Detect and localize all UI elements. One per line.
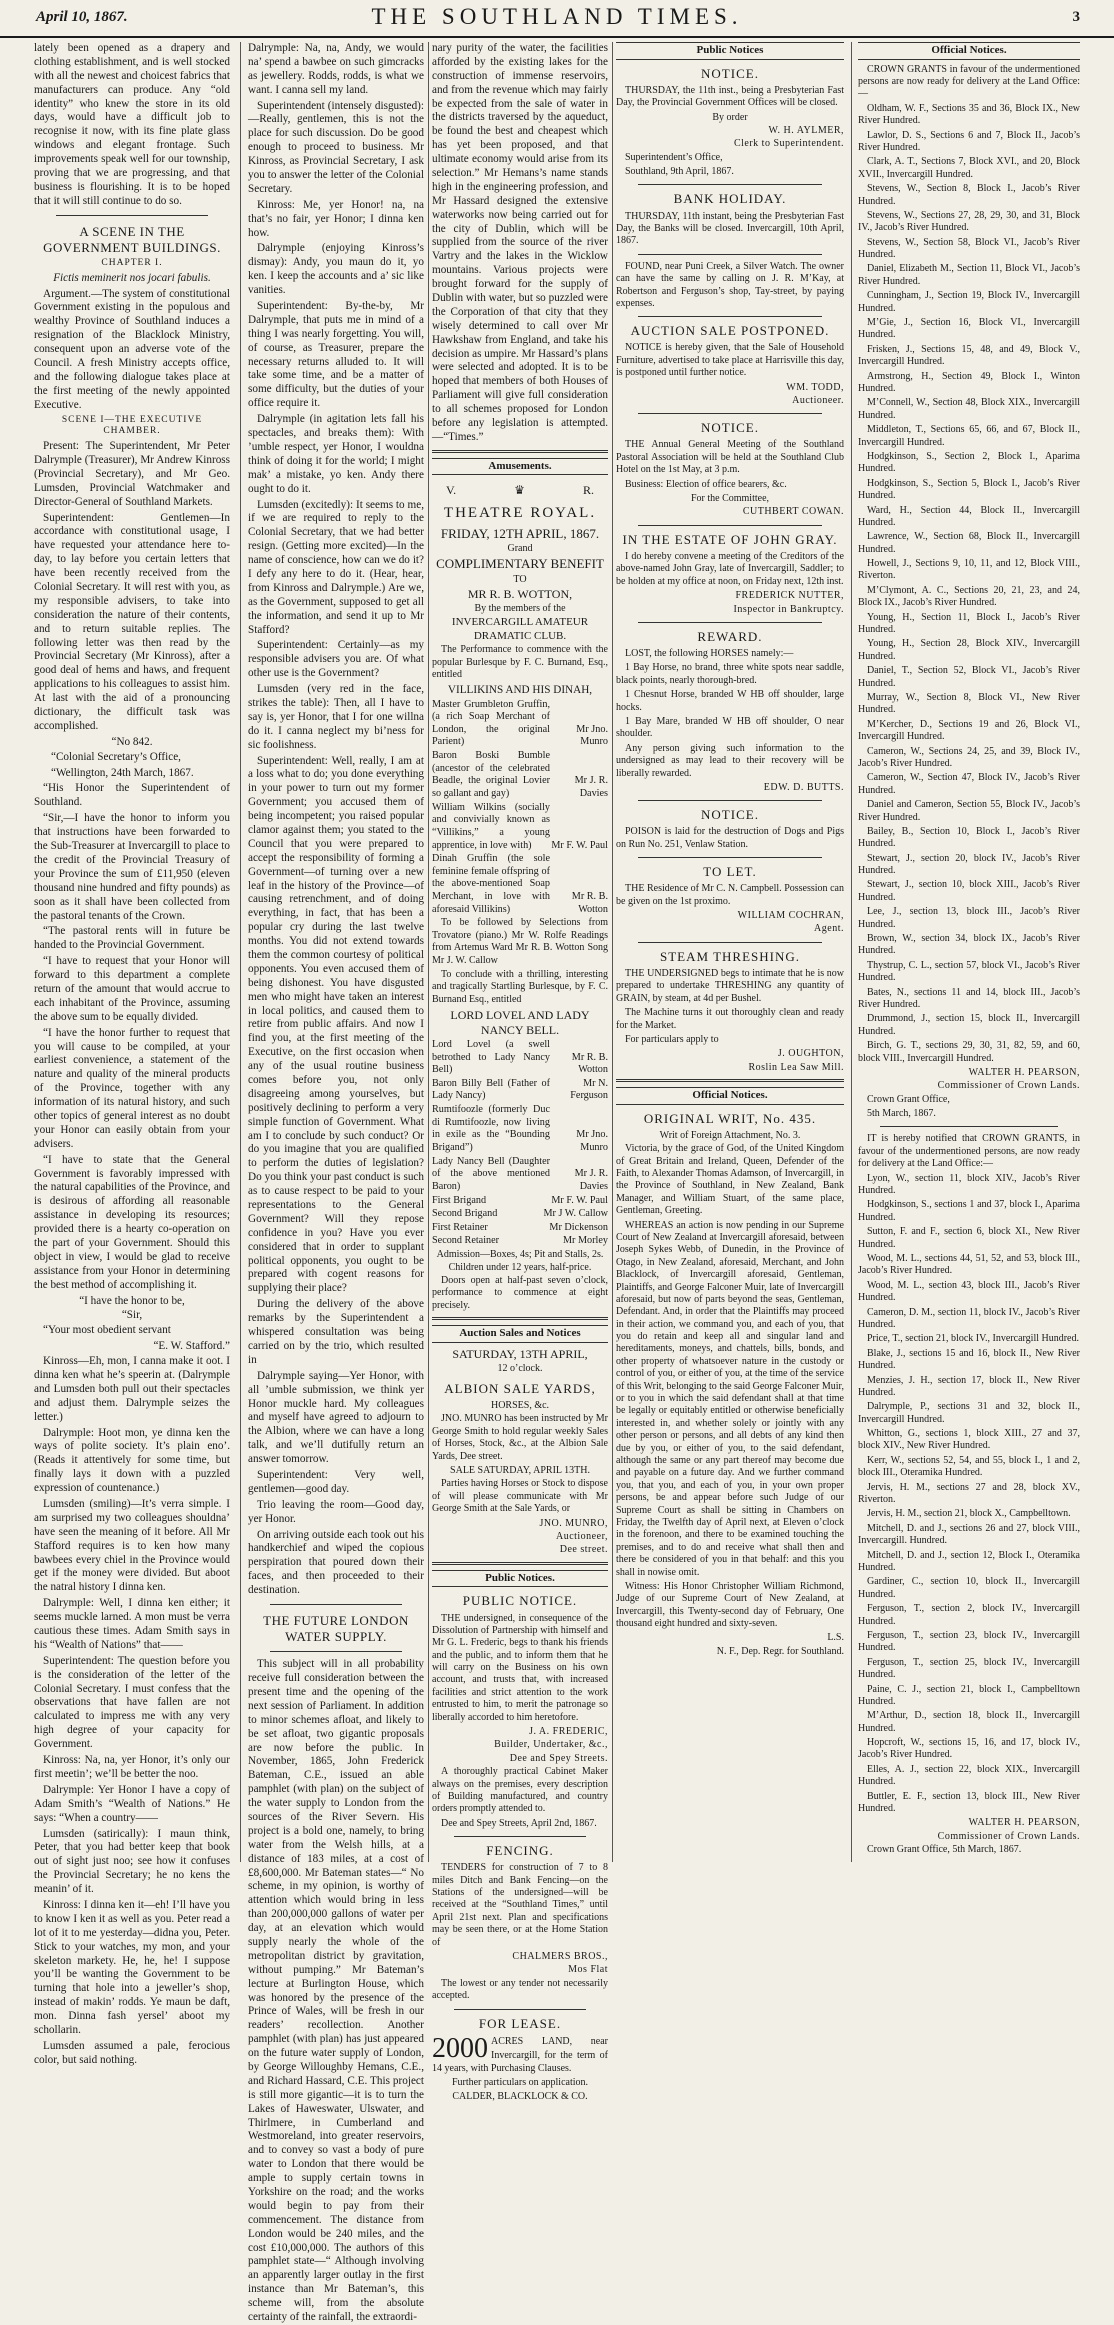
divider	[432, 1562, 608, 1565]
notice-heading: NOTICE.	[701, 420, 759, 436]
signature-address: Dee and Spey Streets.	[509, 1752, 608, 1764]
letter-paragraph: “I have the honor further to request that you will cause to be compiled, at your earliest convenience, a statement of the nature and quality of the mineral products of the Province, together with any information of its natural history, and such other topics of general interest as no doubt your Honor can easily obtain from your advisers.	[34, 1026, 230, 1150]
club-name: INVERCARGILL AMATEUR DRAMATIC CLUB.	[451, 616, 589, 642]
notice-body: IT is hereby notified that CROWN GRANTS, in favour of the undermentioned persons, are now ready for delivery at the Land Office:—	[858, 1133, 1080, 1170]
crest-icon: ♛	[514, 483, 525, 498]
section-header-auction: Auction Sales and Notices	[432, 1325, 608, 1343]
grant-entry: Jervis, H. M., sections 27 and 28, block XV., Riverton.	[858, 1481, 1080, 1506]
grant-entry: Elles, A. J., section 22, block XIX., Invercargill Hundred.	[858, 1763, 1080, 1788]
section-header-official: Official Notices.	[616, 1087, 844, 1105]
notice-heading: NOTICE.	[701, 807, 759, 823]
notice-body: LOST, the following HORSES namely:—	[625, 648, 794, 659]
grant-entry: Ferguson, T., section 23, block IV., Invercargill Hundred.	[858, 1629, 1080, 1654]
notice-body: TENDERS for construction of 7 to 8 miles Ditch and Bank Fencing—on the Stations of the undersigned—will be received at the “Southland Times,” until April 21st next. Plan and specifications may be seen there, or at the Home Station of	[432, 1862, 608, 1948]
dialogue: During the delivery of the above remarks by the Superintendent a whispered consultation was being carried on by the trio, which resulted in	[248, 1298, 424, 1366]
letter-place: “Wellington, 24th March, 1867.	[51, 766, 194, 779]
sale-date: SATURDAY, 13TH APRIL,	[452, 1346, 588, 1361]
dialogue: Dalrymple (enjoying Kinross’s dismay): Andy, you maun do it, yo ken. I keep the accounts and a’ sic like vanities.	[248, 242, 424, 297]
divider	[270, 1651, 402, 1652]
grant-entry: Cameron, W., Sections 24, 25, and 39, Block IV., Jacob’s River Hundred.	[858, 745, 1080, 769]
dialogue: Dalrymple saying—Yer Honor, with all ’umble submission, we think yer Honor muckle hard. My colleagues and myself have agreed to adjourn to the Albion, where we can have a long talk, and we’ll dutifully return an answer tomorrow.	[248, 1369, 424, 1466]
performance-intro: The Performance to commence with the popular Burlesque by F. C. Burnand, Esq., entitled	[432, 644, 608, 681]
notice-body: THE Residence of Mr C. N. Campbell. Possession can be given on the 1st proximo.	[616, 883, 844, 907]
cast-row	[432, 1195, 608, 1208]
dialogue: Lumsden (satirically): I maun think, Peter, that you had better keep that book out of sight just noo; see how it confuses the Provincial Secretary; he no kens the meanin’ of it.	[34, 1827, 230, 1896]
grant-entry: Gardiner, C., section 10, block II., Invercargill Hundred.	[858, 1576, 1080, 1600]
dialogue: Dalrymple: Na, na, Andy, we would na’ spend a bawbee on such gimcracks as jewellery. Rodds, rodds, is what we want. I canna sell my land.	[248, 42, 424, 96]
signature-address: Roslin Lea Saw Mill.	[748, 1061, 844, 1073]
notice-body: A thoroughly practical Cabinet Maker always on the premises, every description of Building manufactured, and country orders promptly attended to.	[432, 1766, 608, 1815]
grant-entry: Bailey, B., Section 10, Block I., Jacob’s River Hundred.	[858, 825, 1080, 850]
column-rule	[428, 42, 429, 1862]
dialogue: Superintendent: Very well, gentlemen—good day.	[248, 1468, 424, 1495]
cast-role: First Retainer	[432, 1221, 488, 1233]
writ-preamble: Victoria, by the grace of God, of the United Kingdom of Great Britain and Ireland, Queen, Defender of the Faith, to Alexander Thomas Adamson, of Invercargill, in the Province of Southland, in New Zealand, Bank Manager, and William Stuart, of the same place, Gentleman, Greeting.	[616, 1143, 844, 1217]
notice-body: THE Annual General Meeting of the Southland Pastoral Association will be held at the Southland Club Hotel on the 1st May, at 3 p.m.	[616, 439, 844, 476]
divider	[616, 1079, 844, 1082]
grant-entry: Hodgkinson, S., sections 1 and 37, block I., Aparima Hundred.	[858, 1199, 1080, 1223]
theatre-title: THEATRE ROYAL.	[443, 505, 597, 522]
notice-heading: NOTICE.	[701, 65, 759, 81]
notice-body: THURSDAY, the 11th inst., being a Presbyterian Fast Day, the Provincial Government Offices will be closed.	[616, 84, 844, 109]
column-1	[34, 42, 230, 2066]
office-line: Superintendent’s Office,	[625, 151, 723, 163]
divider	[432, 1317, 608, 1320]
cast-role: Dinah Gruffin (the sole feminine female offspring of the above-mentioned Soap Merchant, in love with aforesaid Villikins)	[432, 853, 550, 915]
grant-entry: M’Arthur, D., section 18, block II., Invercargill Hundred.	[858, 1710, 1080, 1734]
grant-entry: Hodgkinson, S., Section 5, Block I., Jacob’s River Hundred.	[858, 477, 1080, 502]
signature: W. H. AYLMER,	[768, 124, 844, 136]
divider	[454, 1836, 586, 1837]
grant-entry: Daniel and Cameron, Section 55, Block IV., Jacob’s River Hundred.	[858, 799, 1080, 823]
signature-title: Auctioneer.	[792, 394, 844, 406]
dialogue: Lumsden (smiling)—It’s verra simple. I am surprised my two colleagues shouldna’ have seen the meaning of it before. All Mr Stafford requires is to ken how many bawbees every chiel in the Province would get if the money were divided. But aboot the natral history I dinna ken.	[34, 1498, 230, 1594]
column-3	[432, 42, 608, 2102]
grant-entry: Thystrup, C. L., section 57, block VI., Jacob’s River Hundred.	[858, 959, 1080, 984]
signature: JNO. MUNRO,	[539, 1517, 608, 1529]
notice-date: Dee and Spey Streets, April 2nd, 1867.	[441, 1817, 597, 1829]
cast-actor: Mr Morley	[563, 1235, 608, 1247]
letter-closing: “Your most obedient servant	[43, 1324, 171, 1337]
section-header-public: Public Notices.	[432, 1570, 608, 1588]
seal-label: L.S.	[827, 1632, 844, 1644]
dialogue: Kinross—Eh, mon, I canna make it oot. I dinna ken what he’s speerin at. (Dalrymple and Lumsden both pull out their spectacles and adjust them. Dalrymple seizes the letter.)	[34, 1355, 230, 1423]
signature-title: Auctioneer,	[555, 1530, 608, 1542]
notice-body: CROWN GRANTS in favour of the undermentioned persons are now ready for delivery at the Land Office:—	[858, 63, 1080, 100]
lease-text: ACRES LAND, near Invercargill, for the term of 14 years, with Purchasing Clauses.	[432, 2035, 608, 2075]
divider	[638, 316, 822, 317]
signature-title: Commissioner of Crown Lands.	[937, 1080, 1080, 1092]
grant-entry: Lyon, W., section 11, block XIV., Jacob’s River Hundred.	[858, 1172, 1080, 1197]
section-header-amusements: Amusements.	[432, 458, 608, 476]
notice-heading: BANK HOLIDAY.	[673, 191, 787, 207]
grant-entry: M’Kercher, D., Sections 19 and 26, Block VI., Invercargill Hundred.	[858, 718, 1080, 743]
grant-entry: Mitchell, D. and J., sections 26 and 27, block VIII., Invercargill. Hundred.	[858, 1522, 1080, 1547]
signature: WALTER H. PEARSON,	[968, 1817, 1080, 1829]
grant-entry: Hodgkinson, S., Section 2, Block I., Aparima Hundred.	[858, 450, 1080, 475]
grant-entry: Sutton, F. and F., section 6, block XI., New River Hundred.	[858, 1226, 1080, 1250]
cast-row	[432, 802, 608, 853]
for-committee: For the Committee,	[690, 493, 770, 505]
cast-role: First Brigand	[432, 1194, 487, 1206]
writ-subtitle: Writ of Foreign Attachment, No. 3.	[659, 1129, 801, 1141]
grant-entry: Daniel, Elizabeth M., Section 11, Block VI., Jacob’s River Hundred.	[858, 263, 1080, 287]
issue-date: April 10, 1867.	[36, 9, 128, 25]
cast-row	[432, 750, 608, 801]
grant-entry: Daniel, T., Section 52, Block VI., Jacob’s River Hundred.	[858, 665, 1080, 689]
sale-notice: JNO. MUNRO has been instructed by Mr George Smith to hold regular weekly Sales of Horses, Stock, &c., at the Albion Sale Yards, Dee street.	[432, 1413, 608, 1462]
signature: CHALMERS BROS.,	[512, 1950, 608, 1962]
grant-entry: Stewart, J., section 10, block XIII., Jacob’s River Hundred.	[858, 879, 1080, 903]
lease-acreage: 2000	[432, 2032, 488, 2064]
cipher-r: R.	[582, 483, 594, 498]
benefit-title: COMPLIMENTARY BENEFIT	[436, 556, 604, 572]
grant-entry: Middleton, T., Sections 65, 66, and 67, Block II., Invercargill Hundred.	[858, 424, 1080, 448]
cast-actor: Mr F. W. Paul	[551, 1194, 608, 1206]
signature-address: Mos Flat	[568, 1964, 608, 1976]
cast-role: Master Grumbleton Gruffin, (a rich Soap Merchant of London, the original Parient)	[432, 698, 550, 748]
cast-list	[432, 699, 608, 917]
notice-heading: AUCTION SALE POSTPONED.	[630, 323, 830, 339]
cipher-v: V.	[446, 483, 457, 498]
notice-body: FOUND, near Puni Creek, a Silver Watch. The owner can have the same by calling on J. R. M’Kay, at Robertson and Ferguson’s shop, Tay-street, by paying expenses.	[616, 260, 844, 309]
notice-body: NOTICE is hereby given, that the Sale of Household Furniture, advertised to take place at Harrisville this day, is postponed until further notice.	[616, 342, 844, 379]
notice-body: Further particulars on application.	[451, 2077, 589, 2089]
dialogue: Superintendent: The question before you is the consideration of the letter of the Colonial Secretary. I must confess that the observations that have fallen are not calculated to impress me with any very high degree of your capacity for Government.	[34, 1654, 230, 1751]
grant-entry: M’Connell, W., Section 48, Block XIX., Invercargill Hundred.	[858, 397, 1080, 421]
grant-entry: Ferguson, T., section 25, block IV., Invercargill Hundred.	[858, 1656, 1080, 1681]
letter-paragraph: “I have to request that your Honor will forward to this department a complete return of the amount that would accrue to each inhabitant of the Province, assuming the above sum to be equally divided.	[34, 955, 230, 1023]
notice-body: THE UNDERSIGNED begs to intimate that he is now prepared to undertake THRESHING any quantity of GRAIN, by steam, at 4d per Bushel.	[616, 967, 844, 1004]
cast-actor: Mr J. R. Davies	[574, 775, 608, 799]
grant-entry: Ferguson, T., section 2, block IV., Invercargill Hundred.	[858, 1603, 1080, 1627]
date-line: Crown Grant Office, 5th March, 1867.	[867, 1844, 1022, 1856]
notice-heading: FENCING.	[486, 1843, 554, 1859]
divider	[638, 525, 822, 526]
cast-role: William Wilkins (socially and convivially known as “Villikins,” a young apprentice, in love with)	[432, 801, 550, 851]
dialogue: On arriving outside each took out his handkerchief and wiped the copious perspiration that poured down their faces, and then proceeded to their destination.	[248, 1528, 424, 1597]
masthead	[0, 0, 1114, 38]
column-rule	[240, 42, 241, 1862]
grant-entry: M’Gie, J., Section 16, Block VI., Invercargill Hundred.	[858, 317, 1080, 341]
divider	[454, 2009, 586, 2010]
letter-paragraph: “I have to state that the General Government is favorably impressed with the natural capabilities of the Province, and is desirous of affording all reasonable assistance in developing its resources; provided there is a hearty co-operation on the part of your Government. Should this object in view, I would be glad to receive assistance from your Honor in determining the best method of accomplishing it.	[34, 1153, 230, 1291]
grant-entry: Lee, J., section 13, block III., Jacob’s River Hundred.	[858, 906, 1080, 930]
signature-title: Commissioner of Crown Lands.	[937, 1830, 1080, 1842]
cast-row	[432, 1078, 608, 1103]
crown-grants-list	[858, 103, 1080, 1065]
notice-heading: ORIGINAL WRIT, No. 435.	[643, 1110, 817, 1126]
article-paragraph: nary purity of the water, the facilities afforded by the existing lakes for the construction of immense reservoirs, and from the revenue which may fairly be expected from the sale of water in the districts traversed by the aqueduct, be found the best and cheapest which has yet been proposed, and that ultimate economy would arise from its selection.” Mr Hemans’s name stands high in the engineering profession, and Mr Hassard designed the extensive waterworks now being carried out for the city of Dublin, which will be supplied from the source of the river Vartry and the lakes in the Wicklow mountains. Various projects were brought forward for the supply of Dublin with water, but so puzzled were the Corporation of that city that they wisely determined to call over Mr Hawkshaw from England, and take his decision as umpire. Mr Hassard’s plans were selected and adopted. It is to be hoped that members of both Houses of Parliament will give full consideration to all schemes proposed for London before any legislation is attempted.—“Times.”	[432, 42, 608, 443]
dialogue: Dalrymple: Yer Honor I have a copy of Adam Smith’s “Wealth of Nations.” He says: “When a country——	[34, 1783, 230, 1824]
letter-closing: “Sir,	[121, 1309, 143, 1322]
divider	[56, 215, 208, 216]
grant-entry: Brown, W., section 34, block IX., Jacob’s River Hundred.	[858, 933, 1080, 957]
column-4	[616, 42, 844, 1862]
letter-office: “Colonial Secretary’s Office,	[51, 750, 181, 763]
cast-row	[432, 1222, 608, 1235]
grant-entry: Bates, N., sections 11 and 14, block III., Jacob’s River Hundred.	[858, 986, 1080, 1010]
dialogue: Superintendent: Well, really, I am at a loss what to do; you done everything in your power to turn out my former Government; you accused them of being incompetent; you raised popular clamor against them; you stated to the Council that you were prepared to accept the responsibility of forming a Government—of turning over a new leaf in the history of the Province—of causing retrenchment, and of doing everything, in fact, that has been a popular cry during the last twelve months. You did not extend towards them the common courtesy of political opponents. You even accused them of being dishonest. You have disgusted men who might have taken an interest in local politics, and caused them to retire from public affairs. And now I find you, at the first meeting of the Executive, on the first occasion when any of the usual routine business comes before you, not only disagreeing among yourselves, but positively declining to perform a very simple function of Government. What am I to conclude by such conduct? Or do you imagine that you are qualified to perform the duties of legislation? Do you think your past conduct is such as to cause respect to be paid to your representations to the General Government? Will they repose confidence in you? Have you ever considered that in order to supplant political opponents, you ought to be prepared with cogent reasons for supplying their place?	[248, 754, 424, 1295]
dialogue: Kinross: I dinna ken it—eh! I’ll have you to know I ken it as well as you. Peter read a lot of it to me yesterday—didna you, Peter. Stick to your watches, my mon, and your skeleton markety. He, he, he! I suppose you’ll be wanting the Government to be turning that hole into a jeweller’s shop, instead of makin’ rodds. Ye maun be daft, mon. Dinna fash yersel’ aboot my schollarin.	[34, 1898, 230, 2036]
grant-entry: Mitchell, D. and J., section 12, Block I., Oteramika Hundred.	[858, 1549, 1080, 1573]
signature-title: Agent.	[814, 923, 844, 935]
notice-body: THE undersigned, in consequence of the Dissolution of Partnership with himself and Mr G. L. Frederic, begs to thank his friends and the public, and to inform them that he will carry on the Business on his own account, and trusts that, with increased facilities and strict attention to the work entrusted to him, to merit the patronage so liberally accorded to him heretofore.	[432, 1612, 608, 1723]
motto: Fictis meminerit nos jocari fabulis.	[53, 271, 211, 284]
cast-actor: Mr J. R. Davies	[574, 1168, 608, 1192]
grant-entry: Murray, W., Section 8, Block VI., New River Hundred.	[858, 691, 1080, 716]
divider	[638, 857, 822, 858]
grant-entry: Cameron, D. M., section 11, block IV., Jacob’s River Hundred.	[858, 1306, 1080, 1330]
cast-actor: Mr Jno. Munro	[576, 1129, 608, 1153]
notice-heading: IN THE ESTATE OF JOHN GRAY.	[622, 531, 838, 547]
article-paragraph: This subject will in all probability receive full consideration between the present time and the opening of the next session of Parliament. In addition to minor schemes afloat, and likely to be set afloat, two gigantic proposals are now before the public. In November, 1865, John Frederick Bateman, C.E., issued an able pamphlet (with plan) on the subject of the water supply to London from the sources of the River Severn. His project is a bold one, namely, to bring water from the Welsh hills, at a distance of 183 miles, at a cost of £8,600,000. Mr Bateman states—“ No scheme, in my opinion, is worthy of attention which would bring in less than 200,000,000 gallons of water per day, at an elevation which would supply nearly the whole of the metropolitan district by gravitation, without pumping.” Mr Bateman’s lecture at Burlington House, which was honored by the presence of the Prince of Wales, will be fresh in our readers’ recollection. Another pamphlet (with plan) has just appeared on the future water supply of London, by George Willoughby Hemans, C.E., and Richard Hassard, C.E. This project is still more gigantic—it is to turn the Lakes of Haweswater, Ulswater, and Thirlmere, in Cumberland and Westmoreland, into greater reservoirs, and to convey so vast a body of pure water to London that there would be ample to supply certain towns in Yorkshire on the road; and the works would begin to pay from their commencement. The distance from London would be 240 miles, and the cost £10,000,000. The authors of this pamphlet state—“ Although involving an apparently larger outlay in the first instance than Mr Bateman’s, this scheme will, from the absolute certainty of the rainfall, the extraordi-	[248, 1658, 424, 2324]
grant-entry: Cameron, W., Section 47, Block IV., Jacob’s River Hundred.	[858, 772, 1080, 796]
signature: EDW. D. BUTTS.	[763, 781, 844, 793]
dialogue: Lumsden (excitedly): It seems to me, if we are required to reply to the Colonial Secretary, that we had better resign. (Getting more excited)—In the name of conscience, how can we do it? I defy any here to do it. (Hear, hear, from Kinross and Dalrymple.) Are we, as the Government, supposed to get all the information, and send it up to Mr Stafford?	[248, 498, 424, 636]
notice-heading: REWARD.	[697, 628, 763, 644]
signature: J. OUGHTON,	[777, 1048, 844, 1060]
lease-block	[432, 2032, 608, 2077]
divider	[638, 942, 822, 943]
cast-role: Baron Billy Bell (Father of Lady Nancy)	[432, 1077, 550, 1102]
grant-entry: Kerr, W., sections 52, 54, and 55, block I., 1 and 2, block III., Oteramika Hundred.	[858, 1454, 1080, 1479]
letter-closing: “I have the honor to be,	[79, 1294, 185, 1307]
signature-title: Clerk to Superintendent.	[733, 138, 844, 150]
grant-entry: Jervis, H. M., section 21, block X., Campbelltown.	[867, 1508, 1071, 1520]
dialogue: Superintendent: Gentlemen—In accordance with constitutional usage, I have requested your attendance here to-day, to lay before you certain letters that have been recently received from the Colonial Secretary. It will rest with you, as my responsible advisers, to take into consideration the nature of their contents, and to return suitable replies. The following letter was then read by the Provincial Secretary (Mr Kinross), after a good deal of hems and haws, and frequent applications to his colleagues to assist him. At last with the aid of a pronouncing dictionary, the difficult task was accomplished.	[34, 511, 230, 732]
notice-body: The Machine turns it out thoroughly clean and ready for the Market.	[616, 1007, 844, 1031]
grant-entry: M’Clymont, A. C., Sections 20, 21, 23, and 24, Block IX., Jacob’s River Hundred.	[858, 584, 1080, 609]
cast-actor: Mr N. Ferguson	[570, 1077, 608, 1102]
notice-heading: TO LET.	[703, 864, 757, 880]
grant-entry: Stewart, J., section 20, block IV., Jacob’s River Hundred.	[858, 852, 1080, 877]
signature: CALDER, BLACKLOCK & CO.	[452, 2090, 588, 2102]
sale-day: SALE SATURDAY, APRIL 13TH.	[450, 1465, 590, 1477]
argument: Argument.—The system of constitutional Government existing in the populous and wealthy Province of Southland induces a resignation of the Blacklock Ministry, consequent upon an adverse vote of the Council. A fresh Ministry accepts office, and the following dialogue takes place at the first meeting of the newly appointed Executive.	[34, 287, 230, 411]
signature: WALTER H. PEARSON,	[968, 1066, 1080, 1078]
cast-actor: Mr Jno. Munro	[576, 723, 608, 748]
cast-role: Rumtifoozle (formerly Duc di Rumtifoozle, now living in exile as the “Bounding Brigand”)	[432, 1104, 550, 1153]
article-heading: THE FUTURE LONDON WATER SUPPLY.	[263, 1612, 409, 1645]
dialogue: Lumsden (very red in the face, strikes the table): Then, all I have to say is, yer Honor, that I for one willna do it. I canna neglect my bi’ness for sic foolishness.	[248, 683, 424, 751]
grant-entry: Wood, M. L., section 43, block III., Jacob’s River Hundred.	[858, 1279, 1080, 1304]
lost-item: 1 Chesnut Horse, branded W HB off shoulder, large hocks.	[616, 689, 844, 713]
selections: To be followed by Selections from Trovatore (piano.) Mr W. Rolfe Readings from Artemus Ward Mr R. B. Wotton Song Mr J. W. Callow	[432, 917, 608, 966]
cast-row	[432, 853, 608, 916]
notice-body: For particulars apply to	[625, 1033, 719, 1045]
notice-body: Business: Election of office bearers, &c.	[625, 478, 787, 490]
cast-role: Second Brigand	[432, 1208, 498, 1220]
grant-entry: Stevens, W., Section 8, Block I., Jacob’s River Hundred.	[858, 183, 1080, 207]
grant-entry: Buttler, E. F., section 13, block III., New River Hundred.	[858, 1790, 1080, 1815]
grant-entry: Price, T., section 21, block IV., Invercargill Hundred.	[867, 1333, 1079, 1345]
grant-entry: Frisken, J., Sections 15, 48, and 49, Block V., Invercargill Hundred.	[858, 343, 1080, 368]
grant-entry: Cunningham, J., Section 19, Block IV., Invercargill Hundred.	[858, 290, 1080, 314]
lost-item: 1 Bay Mare, branded W HB off shoulder, O near shoulder.	[616, 715, 844, 740]
letter-number: “No 842.	[111, 735, 153, 748]
article-heading: A SCENE IN THE GOVERNMENT BUILDINGS.	[43, 223, 221, 255]
dialogue: Dalrymple (in agitation lets fall his spectacles, and breaks them): With ’umble respect, yer Honor, I wouldna think of doing it for the world; I might mak’ a mistake, yo ken. Andy there ought to do it.	[248, 413, 424, 495]
theatre-date: FRIDAY, 12TH APRIL, 1867.	[440, 525, 600, 541]
signature: J. A. FREDERIC,	[529, 1726, 608, 1738]
admission: Admission—Boxes, 4s; Pit and Stalls, 2s. Children under 12 years, half-price.	[436, 1249, 604, 1273]
date-line: 5th March, 1867.	[867, 1108, 936, 1120]
grant-entry: Lawlor, D. S., Sections 6 and 7, Block II., Jacob’s River Hundred.	[858, 129, 1080, 153]
grant-entry: Ward, H., Section 44, Block II., Invercargill Hundred.	[858, 504, 1080, 528]
notice-body: Any person giving such information to the undersigned as may lead to their recovery will be liberally rewarded.	[616, 742, 844, 779]
dialogue: Trio leaving the room—Good day, yer Honor.	[248, 1498, 424, 1525]
signature: WM. TODD,	[786, 381, 844, 393]
notice-heading: STEAM THRESHING.	[660, 948, 800, 964]
cast-row	[432, 1235, 608, 1248]
date-line: Southland, 9th April, 1867.	[625, 166, 734, 178]
grant-entry: Howell, J., Sections 9, 10, 11, and 12, Block VIII., Riverton.	[858, 558, 1080, 582]
signature-title: Inspector in Bankruptcy.	[733, 603, 844, 615]
to-label: TO	[513, 573, 527, 585]
grant-entry: Oldham, W. F., Sections 35 and 36, Block IX., New River Hundred.	[858, 102, 1080, 127]
office-line: Crown Grant Office,	[867, 1093, 950, 1105]
grant-entry: Wood, M. L., sections 44, 51, 52, and 53, block III., Jacob’s River Hundred.	[858, 1253, 1080, 1277]
grant-entry: Paine, C. J., section 21, block I., Campbelltown Hundred.	[858, 1683, 1080, 1707]
notice-heading: FOR LEASE.	[478, 2015, 562, 2031]
section-header-public: Public Notices	[616, 42, 844, 60]
signature: FREDERICK NUTTER,	[735, 590, 844, 602]
grant-entry: Drummond, J., section 15, block II., Invercargill Hundred.	[858, 1013, 1080, 1037]
cast-role: Lady Nancy Bell (Daughter of the above mentioned Baron)	[432, 1155, 550, 1192]
grant-entry: Birch, G. T., sections 29, 30, 31, 82, 59, and 60, block VIII., Invercargill Hundred.	[858, 1040, 1080, 1064]
divider	[638, 800, 822, 801]
play-title: VILLIKINS AND HIS DINAH,	[447, 683, 593, 696]
signature-address: Dee street.	[559, 1544, 608, 1556]
cast-actor: Mr Dickenson	[549, 1221, 608, 1233]
scene-label: SCENE I—THE EXECUTIVE CHAMBER.	[61, 414, 203, 437]
cast-list	[432, 1039, 608, 1248]
dialogue: Dalrymple: Well, I dinna ken either; it seems muckle larned. A mon must be verra cautious these times. Adam Smith says in his “Wealth of Nations” that——	[34, 1597, 230, 1651]
letter-paragraph: “The pastoral rents will in future be handed to the Provincial Government.	[34, 925, 230, 952]
grant-entry: Blake, J., sections 15 and 16, block II., New River Hundred.	[858, 1347, 1080, 1372]
doors: Doors open at half-past seven o’clock, performance to commence at eight precisely.	[432, 1274, 608, 1311]
letter-addressee: “His Honor the Superintendent of Southland.	[34, 782, 230, 809]
dialogue: Kinross: Me, yer Honor! na, na that’s no fair, yer Honor; I dinna ken how.	[248, 198, 424, 239]
grant-entry: Clark, A. T., Sections 7, Block XVI., and 20, Block XVII., Invercargill Hundred.	[858, 156, 1080, 180]
chapter-label: CHAPTER I.	[101, 257, 163, 268]
cast-row	[432, 699, 608, 750]
cast-actor: Mr F. W. Paul	[551, 839, 608, 851]
divider	[638, 184, 822, 185]
cast-actor: Mr J W. Callow	[543, 1208, 608, 1220]
by-label: By the members of the	[474, 602, 566, 614]
grant-entry: Young, H., Section 11, Block I., Jacob’s River Hundred.	[858, 611, 1080, 636]
crown-grants-list	[858, 1173, 1080, 1816]
divider	[638, 254, 822, 255]
registrar: N. F., Dep. Regr. for Southland.	[716, 1645, 844, 1657]
divider	[638, 413, 822, 414]
dialogue: Superintendent: By-the-by, Mr Dalrymple, that puts me in mind of a thing I was nearly forgetting. You will, of course, as Treasurer, prepare the necessary returns alluded to. It will take some time, and be a matter of some difficulty, but the duties of your office require it.	[248, 300, 424, 410]
writ-witness: Witness: His Honor Christopher William Richmond, Judge of our Supreme Court of New Zealand, at Invercargill, this Twenty-second day of February, One thousand eight hundred and sixty-seven.	[616, 1580, 844, 1630]
writ-body: WHEREAS an action is now pending in our Supreme Court of New Zealand at Invercargill aforesaid, between Joseph Sykes Webb, of Dunedin, in the Province of Otago, in New Zealand, aforesaid, Merchant, and John Blacklock, of Invercargill aforesaid, Gentleman, Plaintiffs, and George Falconer Muir, late of Invercargill aforesaid, but now of parts beyond the seas, Gentleman, Defendant. And, in order that the Plaintiffs may proceed in their action, we command you, and each of you, that you do retain and keep all and singular land and hereditaments, moneys, and chattels, bills, bonds, and other property of whatsoever nature in the custody or control of you, or either of you, at the time of the service of this Writ, belonging to the said George Falconer Muir, or to you in which the said defendant shall at that time be legally or equitably entitled or otherwise beneficially interested in, and whether solely or jointly with any other person or persons, and all debts of any kind then due by you, or either of you, to the said defendant, although the same or any part thereof may become due and payable on a future day. And we further command you, that you, and each of you, in your own proper persons, be and appear before such Judge of our Supreme Court as shall be sitting in Chambers on Friday, the Twelfth day of April next, at Eleven o’clock in the forenoon, and there to be examined touching the premises, and to do and receive what shall then and there be considered of you in that behalf: and this you shall in nowise omit.	[616, 1219, 844, 1578]
conclude-text: To conclude with a thrilling, interesting and tragically Startling Burlesque, by F. C. Burnand Esq., entitled	[432, 968, 608, 1005]
dialogue: Kinross: Na, na, yer Honor, it’s only our first meetin’; we’ll be better the noo.	[34, 1754, 230, 1780]
section-header-official: Official Notices.	[858, 42, 1080, 60]
cast-row	[432, 1104, 608, 1155]
notice-body: I do hereby convene a meeting of the Creditors of the above-named John Gray, late of Invercargill, Saddler; to be holden at my office at noon, on Friday next, 12th inst.	[616, 550, 844, 587]
grand-label: Grand	[507, 543, 533, 555]
cast-role: Second Retainer	[432, 1235, 500, 1247]
intro-paragraph: lately been opened as a drapery and clothing establishment, and is well stocked with all the newest and choicest fabrics that manufacturers can produce. Any “old identity” who knew the store in its old days, would have a difficult job to recognise it now, with its fine plate glass windows and elegant frontage. Such improvements speak well for our township, proving that we are progressing, and that business is flourishing. It is to be hoped that it will still continue to do so.	[34, 42, 230, 207]
cast-row	[432, 1208, 608, 1221]
divider	[432, 450, 608, 453]
sale-yard-title: ALBION SALE YARDS,	[444, 1380, 596, 1396]
grant-entry: Stevens, W., Section 58, Block VI., Jacob’s River Hundred.	[858, 236, 1080, 261]
cast-row	[432, 1039, 608, 1077]
notice-body: THURSDAY, 11th instant, being the Presbyterian Fast Day, the Banks will be closed. Invercargill, 10th April, 1867.	[616, 210, 844, 247]
grant-entry: Young, H., Section 28, Block XIV., Invercargill Hundred.	[858, 638, 1080, 662]
divider	[880, 1126, 1058, 1127]
grant-entry: Menzies, J. H., section 17, block II., New River Hundred.	[858, 1374, 1080, 1398]
newspaper-title: THE SOUTHLAND TIMES.	[371, 4, 743, 29]
cast-row	[432, 1156, 608, 1194]
by-order: By order	[712, 111, 748, 123]
grant-entry: Hopcroft, W., sections 15, 16, and 17, block IV., Jacob’s River Hundred.	[858, 1737, 1080, 1761]
present: Present: The Superintendent, Mr Peter Dalrymple (Treasurer), Mr Andrew Kinross (Provincial Secretary), and Mr Geo. Lumsden, Provincial Watchmaker and Director-General of Southland Markets.	[34, 440, 230, 508]
dialogue: Superintendent (intensely disgusted): —Really, gentlemen, this is not the place for such discussion. Do be good enough to proceed to business. Mr Kinross, as Provincial Secretary, I ask you to answer the letter of the Colonial Secretary.	[248, 99, 424, 195]
notice-body: The lowest or any tender not necessarily accepted.	[432, 1977, 608, 2002]
grant-entry: Whitton, G., sections 1, block XIII., 27 and 37, block XIV., New River Hundred.	[858, 1428, 1080, 1452]
cast-role: Baron Boski Bumble (ancestor of the celebrated Beadle, the original Lovier so gallant and gay)	[432, 750, 550, 799]
lost-item: 1 Bay Horse, no brand, three white spots near saddle, black points, nearly thorough-bred.	[616, 662, 844, 686]
play-title: LORD LOVEL AND LADY NANCY BELL.	[450, 1008, 590, 1037]
letter-paragraph: “Sir,—I have the honor to inform you that instructions have been forwarded to the Sub-Treasurer at Invercargill to place to the credit of the Provincial Treasury of your Province the sum of £11,950 (eleven thousand nine hundred and fifty pounds) as soon as it shall have been collected from the pastoral tenants of the Crown.	[34, 812, 230, 922]
divider	[638, 622, 822, 623]
grant-entry: Stevens, W., Sections 27, 28, 29, 30, and 31, Block IV., Jacob’s River Hundred.	[858, 209, 1080, 234]
column-rule	[851, 42, 852, 1862]
sale-subtitle: HORSES, &c.	[490, 1400, 550, 1412]
notice-heading: PUBLIC NOTICE.	[462, 1593, 578, 1609]
sale-instructions: Parties having Horses or Stock to dispose of will please communicate with Mr George Smith at the Sale Yards, or	[432, 1478, 608, 1515]
dialogue: Lumsden assumed a pale, ferocious color, but said nothing.	[34, 2039, 230, 2066]
dialogue: Dalrymple: Hoot mon, ye dinna ken the ways of polite society. It’s plain eno’. (Reads it attentively for some time, but finally lays it down with a puzzled expression of countenance.)	[34, 1426, 230, 1495]
dialogue: Superintendent: Certainly—as my responsible advisers you are. Of what other use is the Government?	[248, 639, 424, 680]
royal-cipher	[432, 483, 608, 498]
sale-time: 12 o’clock.	[497, 1362, 543, 1374]
signature: CUTHBERT COWAN.	[742, 506, 844, 518]
grant-entry: Armstrong, H., Section 49, Block I., Winton Hundred.	[858, 370, 1080, 394]
column-rule	[612, 42, 613, 1862]
divider	[270, 1604, 402, 1605]
cast-actor: Mr R. B. Wotton	[571, 891, 608, 915]
column-5	[858, 42, 1080, 1862]
notice-body: POISON is laid for the destruction of Dogs and Pigs on Run No. 251, Venlaw Station.	[616, 826, 844, 850]
letter-signer: “E. W. Stafford.”	[153, 1340, 230, 1353]
grant-entry: Lawrence, W., Section 68, Block II., Invercargill Hundred.	[858, 531, 1080, 555]
beneficiary: MR R. B. WOTTON,	[467, 586, 573, 601]
signature: WILLIAM COCHRAN,	[737, 910, 844, 922]
grant-entry: Dalrymple, P., sections 31 and 32, block II., Invercargill Hundred.	[858, 1401, 1080, 1425]
cast-actor: Mr R. B. Wotton	[571, 1051, 608, 1076]
signature-title: Builder, Undertaker, &c.,	[494, 1739, 608, 1751]
column-2	[248, 42, 424, 2324]
cast-role: Lord Lovel (a swell betrothed to Lady Nancy Bell)	[432, 1038, 550, 1076]
page-number: 3	[1072, 9, 1080, 25]
